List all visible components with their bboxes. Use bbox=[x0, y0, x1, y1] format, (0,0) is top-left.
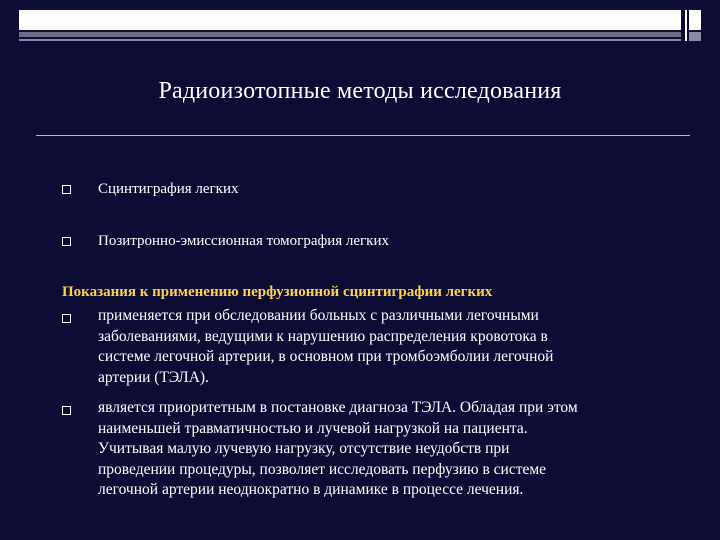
header-strip-bottom bbox=[19, 39, 681, 41]
indication-line: проведении процедуры, позволяет исследовать перфузию в системе bbox=[98, 460, 547, 478]
bullet-icon bbox=[62, 406, 71, 415]
bullet-icon bbox=[62, 237, 71, 246]
indication-line: артерии (ТЭЛА). bbox=[98, 368, 209, 386]
slide-title: Радиоизотопные методы исследования bbox=[158, 78, 562, 104]
indication-line: легочной артерии неоднократно в динамике в процессе лечения. bbox=[98, 481, 524, 498]
header-decor-bar bbox=[19, 10, 701, 42]
indication-line: является приоритетным в постановке диагноза ТЭЛА. Обладая при этом bbox=[98, 399, 578, 416]
indications-heading: Показания к применению перфузионной сцинтиграфии легких bbox=[62, 284, 493, 300]
header-corner-block bbox=[685, 10, 699, 41]
header-strip-middle bbox=[19, 32, 681, 37]
header-strip-top bbox=[19, 10, 681, 30]
indication-line: наименьшей травматичностью и лучевой нагрузкой на пациента. bbox=[98, 419, 528, 437]
method-item-scintigraphy: Сцинтиграфия легких bbox=[98, 181, 239, 197]
indication-line: Учитывая малую лучевую нагрузку, отсутствие неудобств при bbox=[98, 440, 510, 457]
bullet-icon bbox=[62, 314, 71, 323]
bullet-icon bbox=[62, 185, 71, 194]
indication-line: заболеваниями, ведущими к нарушению распределения кровотока в bbox=[98, 327, 548, 345]
indication-item-2 bbox=[98, 398, 678, 501]
method-item-pet: Позитронно-эмиссионная томография легких bbox=[98, 233, 389, 249]
indication-item-1 bbox=[98, 306, 678, 388]
indication-line: системе легочной артерии, в основном при тромбоэмболии легочной bbox=[98, 348, 554, 365]
title-divider bbox=[36, 135, 690, 136]
indication-line: применяется при обследовании больных с различными легочными bbox=[98, 307, 539, 324]
